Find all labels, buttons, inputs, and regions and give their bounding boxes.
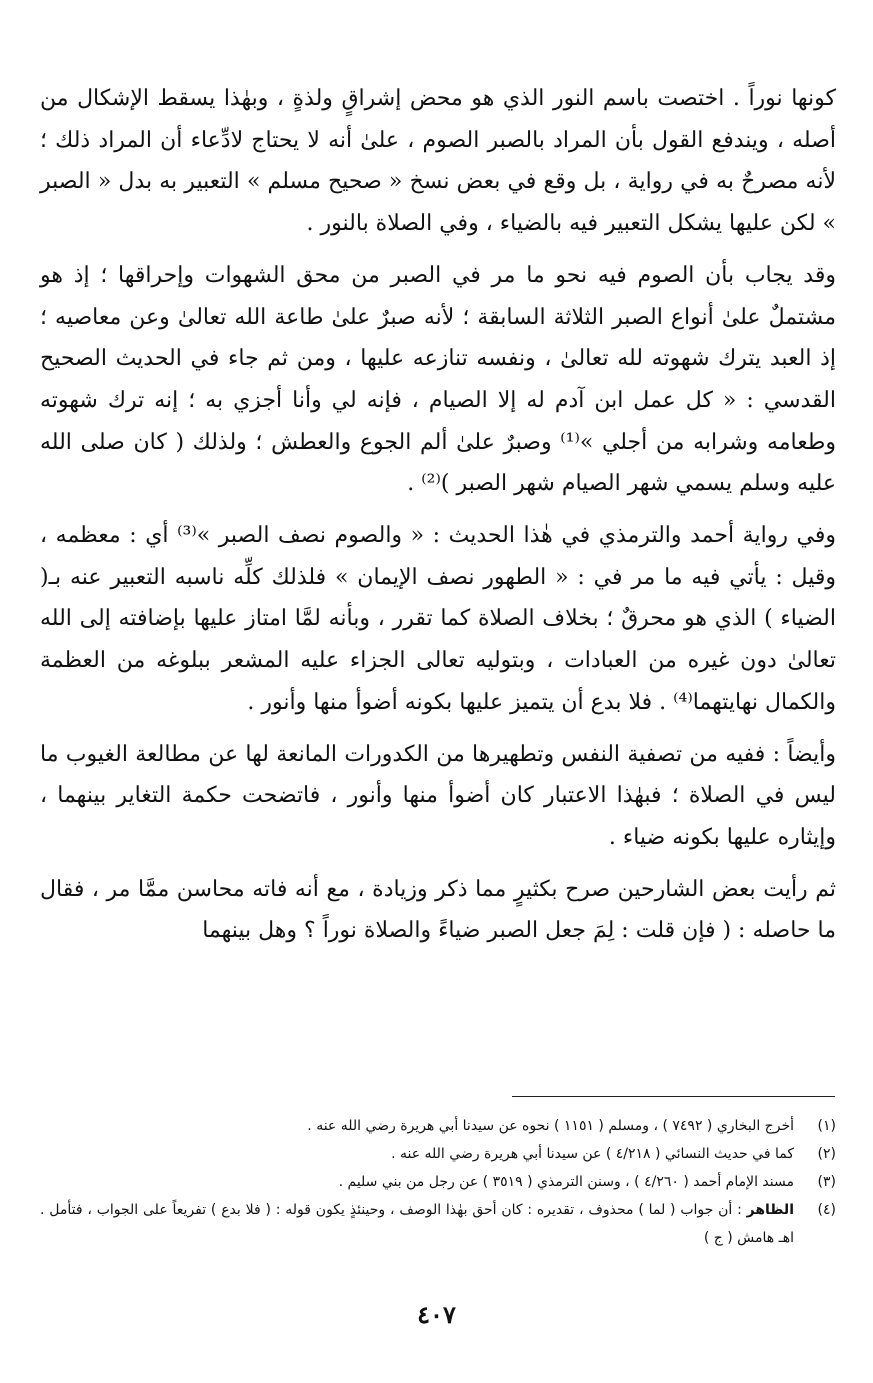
paragraph: وقد يجاب بأن الصوم فيه نحو ما مر في الصبر من محق الشهوات وإحراقها ؛ إذ هو مشتملٌ علىٰ أنواع الصبر الثلاثة السابقة ؛ لأنه صبرٌ علىٰ طاعة الله تعالىٰ وعن معاصيه ؛ إذ العبد يترك شهوته لله تعالىٰ ، ونفسه تنازعه عليها ، ومن ثم جاء في الحديث الصحيح القدسي : « كل عمل ابن آدم له إلا الصيام ، فإنه لي وأنا أجزي به ؛ إنه ترك شهوته وطعامه وشرابه من أجلي »⁽¹⁾ وصبرٌ علىٰ ألم الجوع والعطش ؛ ولذلك ( كان صلى الله عليه وسلم يسمي شهر الصيام شهر الصبر )⁽²⁾ . [40,262,836,497]
paragraph: ثم رأيت بعض الشارحين صرح بكثيرٍ مما ذكر وزيادة ، مع أنه فاته محاسن ممَّا مر ، فقال ما حاصله : ( فإن قلت : لِمَ جعل الصبر ضياءً والصلاة نوراً ؟ وهل بينهما [40,876,836,944]
footnote-divider [512,1096,835,1097]
paragraph: وأيضاً : ففيه من تصفية النفس وتطهيرها من الكدورات المانعة لها عن مطالعة الغيوب ما ليس في الصلاة ؛ فبهٰذا الاعتبار كان أضوأ منها وأنور ، فاتضحت حكمة التغاير بينهما ، وإيثاره عليها بكونه ضياء . [40,741,836,850]
footnote-lead: الظاهر [746,1202,794,1218]
footnote [40,1196,836,1252]
page-number: ٤٠٧ [417,1300,456,1329]
footnote-text: أخرج البخاري ( ٧٤٩٢ ) ، ومسلم ( ١١٥١ ) نحوه عن سيدنا أبي هريرة رضي الله عنه . [307,1118,794,1134]
paragraph: وفي رواية أحمد والترمذي في هٰذا الحديث : « والصوم نصف الصبر »⁽³⁾ أي : معظمه ، وقيل : يأتي فيه ما مر في : « الطهور نصف الإيمان » فلذلك كلِّه ناسبه التعبير عنه بـ( الضياء ) الذي هو محرقٌ ؛ بخلاف الصلاة كما تقرر ، وبأنه لمَّا امتاز عليها بإضافته إلى الله تعالىٰ دون غيره من العبادات ، وبتوليه تعالى الجزاء عليه المشعر ببلوغه من العظمة والكمال نهايتهما⁽⁴⁾ . فلا بدع أن يتميز عليها بكونه أضوأ منها وأنور . [40,523,836,715]
footnote [40,1168,836,1196]
footnote-number: (١) [817,1118,836,1134]
footnote-text: مسند الإمام أحمد ( ٤/٢٦٠ ) ، وسنن الترمذي ( ٣٥١٩ ) عن رجل من بني سليم . [338,1174,794,1190]
footnote-number: (٢) [817,1146,836,1162]
footnote-number: (٣) [817,1174,836,1190]
footnote-body: : أن جواب ( لما ) محذوف ، تقديره : كان أحق بهٰذا الوصف ، وحينئذٍ يكون قوله : ( فلا بدع ) تفريعاً على الجواب ، فتأمل . اهـ هامش ( ج ) [40,1202,794,1246]
footnote-number: (٤) [817,1202,836,1218]
main-text [40,78,836,962]
footnote-text: كما في حديث النسائي ( ٤/٢١٨ ) عن سيدنا أبي هريرة رضي الله عنه . [391,1146,794,1162]
footnotes [40,1112,836,1252]
paragraph: كونها نوراً . اختصت باسم النور الذي هو محض إشراقٍ ولذةٍ ، وبهٰذا يسقط الإشكال من أصله ، ويندفع القول بأن المراد بالصبر الصوم ، علىٰ أنه لا يحتاج لادِّعاء أن المراد ذلك ؛ لأنه مصرحٌ به في رواية ، بل وقع في بعض نسخ « صحيح مسلم » التعبير به بدل « الصبر » لكن عليها يشكل التعبير فيه بالضياء ، وفي الصلاة بالنور . [40,86,836,237]
footnote [40,1140,836,1168]
footnote-text [40,1196,794,1252]
footnote [40,1112,836,1140]
